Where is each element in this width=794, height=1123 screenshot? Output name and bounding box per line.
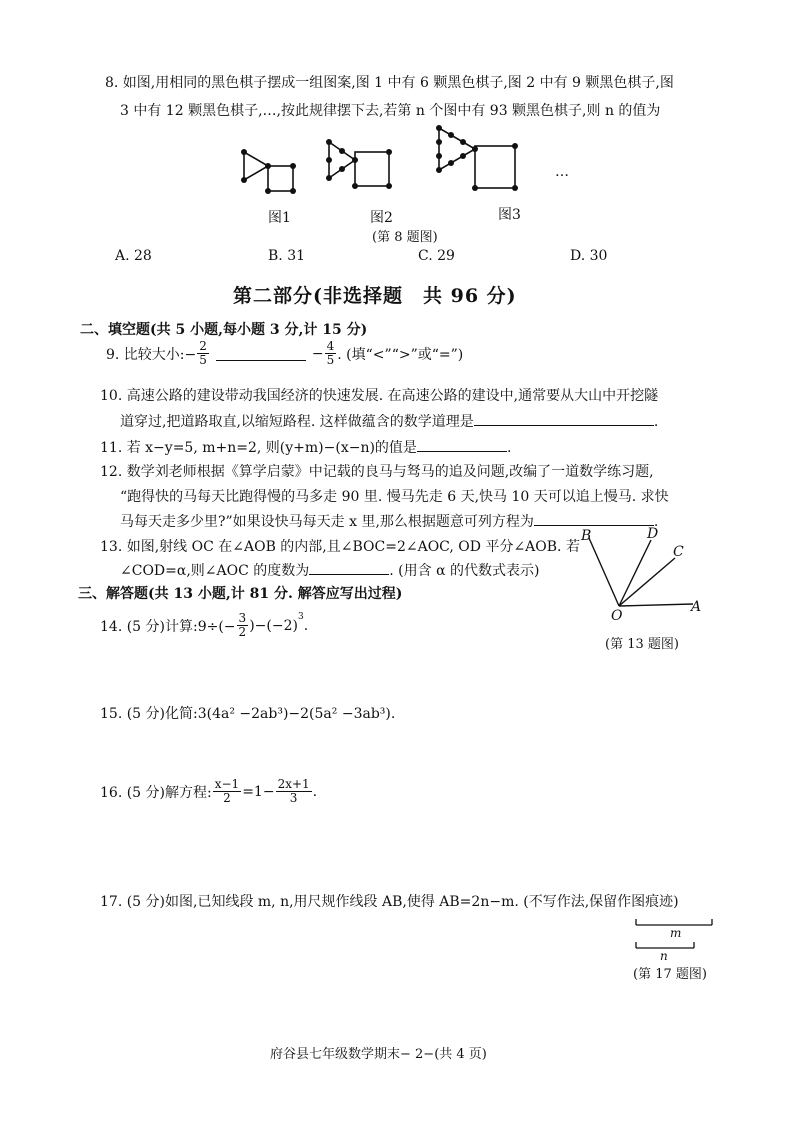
q8-line2: 3 中有 12 颗黑色棋子,…,按此规律摆下去,若第 n 个图中有 93 颗黑色棋子,则 n 的值为 xyxy=(120,103,661,119)
q14-den: 2 xyxy=(238,625,247,639)
q11-answer-blank[interactable] xyxy=(417,437,507,452)
q12-line2: “跑得快的马每天比跑得慢的马多走 90 里. 慢马先走 6 天,快马 10 天可以追上慢马. 求快 xyxy=(120,489,669,505)
q13-label-d: D xyxy=(647,526,659,542)
q13-line2-pre: ∠COD=α,则∠AOC 的度数为 xyxy=(120,563,310,579)
q9-suffix: . (填“<”“>”或“=”) xyxy=(337,346,464,363)
q8-fig3-label: 图3 xyxy=(498,207,521,223)
q8-caption: (第 8 题图) xyxy=(372,230,438,245)
section-fill-blank-header: 二、填空题(共 5 小题,每小题 3 分,计 15 分) xyxy=(80,322,368,338)
q16-num2: 2x+1 xyxy=(277,777,310,791)
q14-fraction xyxy=(237,612,249,639)
q13-label-b: B xyxy=(581,528,592,544)
q13-answer-blank[interactable] xyxy=(309,560,389,575)
q17-caption: (第 17 题图) xyxy=(633,967,707,982)
q11-end: . xyxy=(506,440,512,456)
q16-line xyxy=(100,778,317,805)
q16-den1: 2 xyxy=(223,791,231,805)
q16-pre: 16. (5 分)解方程: xyxy=(100,784,212,801)
q12-line3-text: 马每天走多少里?”如果设快马每天走 x 里,那么根据题意可列方程为 xyxy=(120,514,534,530)
q16-mid: =1− xyxy=(242,783,275,800)
q12-end: . xyxy=(653,514,659,530)
q11-text: 11. 若 x−y=5, m+n=2, 则(y+m)−(x−n)的值是 xyxy=(100,440,417,456)
q16-fraction-1 xyxy=(213,778,241,805)
q17-label-m: m xyxy=(670,926,682,940)
q12-line1: 12. 数学刘老师根据《算学启蒙》中记载的良马与驽马的追及问题,改编了一道数学练习题, xyxy=(100,464,654,480)
q11-line xyxy=(100,437,511,457)
q13-line2 xyxy=(120,560,539,580)
q14-pre: 14. (5 分)计算:9÷(− xyxy=(100,618,236,635)
part2-title: 第二部分(非选择题 共 96 分) xyxy=(233,285,517,307)
q9-fraction-2 xyxy=(325,340,337,367)
q8-option-b: B. 31 xyxy=(268,248,306,264)
q14-line xyxy=(100,612,308,639)
q15-line: 15. (5 分)化简:3(4a² −2ab³)−2(5a² −3ab³). xyxy=(100,706,396,722)
q13-caption: (第 13 题图) xyxy=(605,637,679,652)
q10-line1: 10. 高速公路的建设带动我国经济的快速发展. 在高速公路的建设中,通常要从大山中开挖隧 xyxy=(100,388,659,404)
q9-line xyxy=(106,340,463,367)
q13-line1: 13. 如图,射线 OC 在∠AOB 的内部,且∠BOC=2∠AOC, OD 平分∠AOB. 若 xyxy=(100,539,580,555)
q9-frac1-num: 2 xyxy=(199,339,207,353)
q14-num: 3 xyxy=(238,611,247,625)
q16-den2: 3 xyxy=(289,791,298,805)
q9-frac1-den: 5 xyxy=(199,353,207,367)
q9-frac2-den: 5 xyxy=(326,353,335,367)
q13-label-c: C xyxy=(673,544,684,560)
q13-line2-post: . (用含 α 的代数式表示) xyxy=(389,563,540,579)
q13-angle-figure xyxy=(575,528,715,628)
q8-option-c: C. 29 xyxy=(418,248,455,264)
q17-label-n: n xyxy=(660,949,668,963)
q8-figure-2 xyxy=(325,138,405,198)
q17-line: 17. (5 分)如图,已知线段 m, n,用尺规作线段 AB,使得 AB=2n−m. (不写作法,保留作图痕迹) xyxy=(100,894,679,910)
q8-ellipsis: … xyxy=(555,164,569,180)
q8-line1: 8. 如图,用相同的黑色棋子摆成一组图案,图 1 中有 6 颗黑色棋子,图 2 中有 9 颗黑色棋子,图 xyxy=(105,75,674,91)
q13-label-o: O xyxy=(611,608,623,624)
q9-frac2-num: 4 xyxy=(326,339,335,353)
q8-option-d: D. 30 xyxy=(570,248,608,264)
q9-mid: − xyxy=(311,345,324,362)
q17-segment-figure xyxy=(632,917,717,962)
q8-fig1-label: 图1 xyxy=(268,210,291,226)
q8-figure-3 xyxy=(435,124,525,194)
q14-end: . xyxy=(303,617,309,634)
q10-end: . xyxy=(653,414,659,430)
q16-end: . xyxy=(312,783,318,800)
q12-answer-blank[interactable] xyxy=(534,511,654,526)
q13-label-a: A xyxy=(691,599,702,615)
q10-line2 xyxy=(120,411,658,431)
q8-option-a: A. 28 xyxy=(115,248,152,264)
section-solve-header: 三、解答题(共 13 小题,计 81 分. 解答应写出过程) xyxy=(78,586,403,602)
q8-fig2-label: 图2 xyxy=(370,210,393,226)
q10-line2-text: 道穿过,把道路取直,以缩短路程. 这样做蕴含的数学道理是 xyxy=(120,414,474,430)
page-footer: 府谷县七年级数学期末− 2−(共 4 页) xyxy=(270,1047,487,1062)
q16-fraction-2 xyxy=(276,778,312,805)
q9-fraction-1 xyxy=(197,340,209,367)
q14-exponent: 3 xyxy=(297,612,304,622)
q10-answer-blank[interactable] xyxy=(474,411,654,426)
q9-answer-blank[interactable] xyxy=(216,346,306,361)
q16-num1: x−1 xyxy=(214,777,240,791)
q14-post: )−(−2) xyxy=(249,617,298,634)
q8-figure-1 xyxy=(240,148,300,198)
q9-prefix: 9. 比较大小:− xyxy=(106,346,197,363)
